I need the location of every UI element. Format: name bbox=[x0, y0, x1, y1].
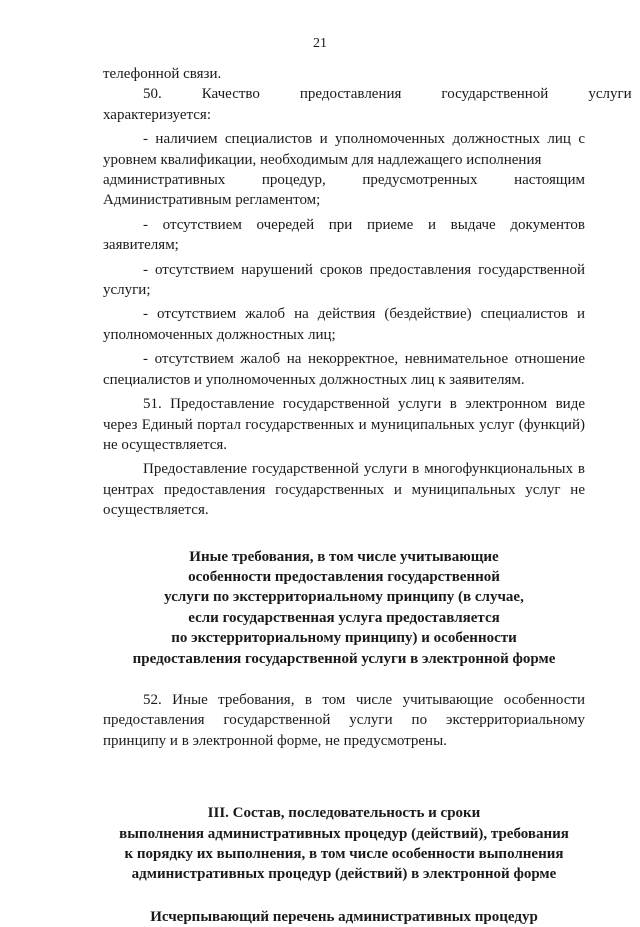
paragraph-51: 51. Предоставление государственной услуги в электронном виде через Единый портал государственных и муниципальных услуг (функций) не осуществляется. bbox=[103, 396, 585, 453]
section-heading-other-requirements: Иные требования, в том числе учитывающие особенности предоставления государственной услуги по экстерриториальному принципу (в случае, если государственная услуга предоставляется по экстерриториальному принципу) и особенности предоставления государственной услуги в электронной форме bbox=[132, 548, 556, 667]
paragraph-50-first-line: 50. Качество предоставления государственной услуги bbox=[103, 84, 585, 104]
section-heading-iii: III. Состав, последовательность и сроки выполнения административных процедур (действий), требования к порядку их выполнения, в том числе особенности выполнения административных процедур (действий) в электронной форме bbox=[119, 805, 569, 883]
list-item-deadlines: - отсутствием нарушений сроков предоставления государственной услуги; bbox=[103, 261, 585, 299]
paragraph-52: 52. Иные требования, в том числе учитывающие особенности предоставления государственной услуги по экстерриториальному принципу и в электронной форме, не предусмотрены. bbox=[103, 691, 585, 749]
document-body bbox=[103, 64, 632, 927]
paragraph-50-number: 50. bbox=[143, 86, 162, 103]
continuation-line: телефонной связи. bbox=[103, 66, 222, 82]
paragraph-50-tail: характеризуется: bbox=[103, 106, 211, 123]
list-item-complaints-actions: - отсутствием жалоб на действия (бездействие) специалистов и уполномоченных должностных лиц; bbox=[103, 306, 585, 343]
list-item-complaints-attitude: - отсутствием жалоб на некорректное, невнимательное отношение специалистов и уполномоченных должностных лиц к заявителям. bbox=[103, 351, 585, 388]
list-item-qualification-end: Административным регламентом; bbox=[103, 192, 321, 209]
list-item-queues: - отсутствием очередей при приеме и выдаче документов заявителям; bbox=[103, 216, 585, 254]
subheading-procedures-list: Исчерпывающий перечень административных процедур bbox=[150, 908, 538, 925]
list-item-qualification: - наличием специалистов и уполномоченных должностных лиц с уровнем квалификации, необходимым для надлежащего исполнения bbox=[103, 131, 585, 168]
page-number: 21 bbox=[313, 36, 327, 51]
paragraph-51-mfc: Предоставление государственной услуги в многофункциональных в центрах предоставления государственных и муниципальных услуг не осуществляется. bbox=[103, 461, 585, 519]
list-item-qualification-line3: административных процедур, предусмотренных настоящим bbox=[103, 172, 585, 189]
